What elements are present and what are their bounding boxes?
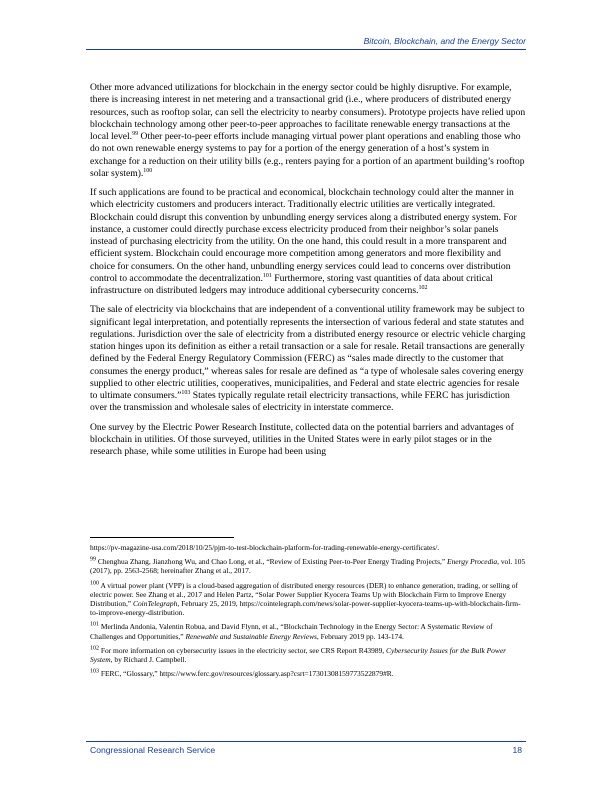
footnote-number: 101 bbox=[90, 621, 99, 628]
page-number: 18 bbox=[512, 745, 522, 755]
paragraph-1-text: Other more advanced utilizations for blockchain in the energy sector could be highly disruptive. For example, there is increasing interest in net metering and a transactional grid (i.e., where producers of distributed energy resources, such as rooftop solar, can sell the electricity to nearby consumers). Prototype projects have relied upon blockchain technology among other peer-to-peer approaches to facilitate renewable energy transactions at the local level. bbox=[90, 82, 526, 142]
footnote-title: Energy Procedia bbox=[447, 557, 498, 567]
footnote-title: CoinTelegraph bbox=[132, 599, 178, 609]
footnote-text: A virtual power plant (VPP) is a cloud-based aggregation of distributed energy resources (DER) to enhance generation, trading, or selling of electric power. See Zhang et al., 2017 and Helen Partz, “Solar Power Supplier Kyocera Teams Up with Blockchain Firm to Improve Energy Distribution,” bbox=[90, 580, 518, 609]
footnote-number: 99 bbox=[90, 556, 96, 563]
footnote-text: February 2019 pp. 143-174. bbox=[318, 631, 404, 641]
footnote-text: For more information on cybersecurity issues in the electricity sector, see CRS Report R43989, bbox=[99, 645, 387, 655]
footnote-text: FERC, “Glossary,” https://www.ferc.gov/resources/glossary.asp?csrt=17301308159773522879#R. bbox=[99, 669, 394, 679]
footnote-101 bbox=[90, 622, 526, 640]
body-text bbox=[90, 82, 526, 465]
paragraph-1-text-cont: Other peer-to-peer efforts include managing virtual power plant operations and enabling those who do not own renewable energy systems to pay for a portion of the energy generation of a host’s system in exchange for a reduction on their utility bills (e.g., renters paying for a portion of an apartment building’s rooftop solar system). bbox=[90, 131, 525, 179]
footnote-number: 100 bbox=[90, 580, 99, 587]
footnote-text: Merlinda Andonia, Valentin Robua, and David Flynn, et al., “Blockchain Technology in the Energy Sector: A Systematic Review of Challenges and Opportunities,” bbox=[90, 622, 493, 641]
footnote-number: 102 bbox=[90, 645, 99, 652]
footnote-text: , vol. 105 (2017), pp. 2563-2568; hereinafter Zhang et al., 2017. bbox=[90, 557, 526, 576]
footnote-title: Cybersecurity Issues for the Bulk Power System bbox=[90, 645, 507, 665]
footnote-ref-99[interactable]: 99 bbox=[132, 130, 139, 137]
paragraph-3-text-cont: States typically regulate retail electricity transactions, while FERC has jurisdiction over the transmission and wholesale sales of electricity in interstate commerce. bbox=[90, 390, 510, 414]
footnote-number: 103 bbox=[90, 668, 99, 675]
paragraph-1 bbox=[90, 82, 526, 180]
footnote-ref-102[interactable]: 102 bbox=[418, 284, 428, 291]
header-rule bbox=[86, 49, 526, 50]
footnote-separator bbox=[90, 537, 234, 538]
footnote-text: , February 25, 2019, https://cointelegraph.com/news/solar-power-supplier-kyocera-teams-up-with-blockchain-firm-to-improve-energy-distribution. bbox=[90, 599, 521, 618]
paragraph-2-text: If such applications are found to be practical and economical, blockchain technology could alter the manner in which electricity customers and producers interact. Traditionally electric utilities are vertically integrated. Blockchain could disrupt this convention by unbundling energy services along a distributed energy system. For instance, a customer could directly purchase excess electricity produced from their neighbor’s solar panels instead of purchasing electricity from the utility. On the one hand, this could result in a more transparent and efficient system. Blockchain could encourage more competition among generators and more flexibility and choice for consumers. On the other hand, unbundling energy services could lead to concerns over distribution control to accommodate the decentralization. bbox=[90, 187, 517, 284]
footnote-title: Renewable and Sustainable Energy Reviews, bbox=[185, 631, 319, 641]
footnote-ref-101[interactable]: 101 bbox=[262, 272, 272, 279]
footnote-text: Chenghua Zhang, Jianzhong Wu, and Chao Long, et al., “Review of Existing Peer-to-Peer Energy Trading Projects,” bbox=[96, 557, 448, 567]
footnote-100 bbox=[90, 581, 526, 618]
running-header: Bitcoin, Blockchain, and the Energy Sector bbox=[363, 36, 526, 46]
footnote-102 bbox=[90, 646, 526, 664]
paragraph-2 bbox=[90, 187, 526, 297]
paragraph-4-text: One survey by the Electric Power Research Institute, collected data on the potential barriers and advantages of blockchain in utilities. Of those surveyed, utilities in the United States were in early pilot stages or in the research phase, while some utilities in Europe had been using bbox=[90, 421, 514, 457]
footnotes bbox=[90, 543, 526, 683]
paragraph-2-text-cont: Furthermore, storing vast quantities of data about critical infrastructure on distributed ledgers may introduce additional cybersecurity concerns. bbox=[90, 272, 493, 296]
paragraph-3 bbox=[90, 304, 526, 414]
footnote-99 bbox=[90, 557, 526, 575]
footnote-text: , by Richard J. Campbell. bbox=[110, 655, 187, 665]
footnote-103 bbox=[90, 669, 526, 678]
footnote-ref-103[interactable]: 103 bbox=[181, 389, 191, 396]
footnote-continuation[interactable]: https://pv-magazine-usa.com/2018/10/25/pjm-to-test-blockchain-platform-for-trading-renewable-energy-certificates/. bbox=[90, 543, 440, 552]
footer-rule bbox=[86, 741, 526, 742]
paragraph-4 bbox=[90, 422, 526, 459]
paragraph-3-text: The sale of electricity via blockchains that are independent of a conventional utility framework may be subject to significant legal interpretation, and potentially represents the intersection of various federal and state statutes and regulations. Jurisdiction over the sale of electricity from a distributed energy resource or electric vehicle charging station hinges upon its definition as either a retail transaction or a sale for resale. Retail transactions are generally defined by the Federal Energy Regulatory Commission (FERC) as “sales made directly to the customer that consumes the energy product,” whereas sales for resale are defined as “a type of wholesale sales covering energy supplied to other electric utilities, cooperatives, municipalities, and Federal and state electric agencies for resale to ultimate consumers.” bbox=[90, 304, 526, 401]
footnote-ref-100[interactable]: 100 bbox=[143, 167, 153, 174]
footer-source: Congressional Research Service bbox=[90, 745, 216, 755]
